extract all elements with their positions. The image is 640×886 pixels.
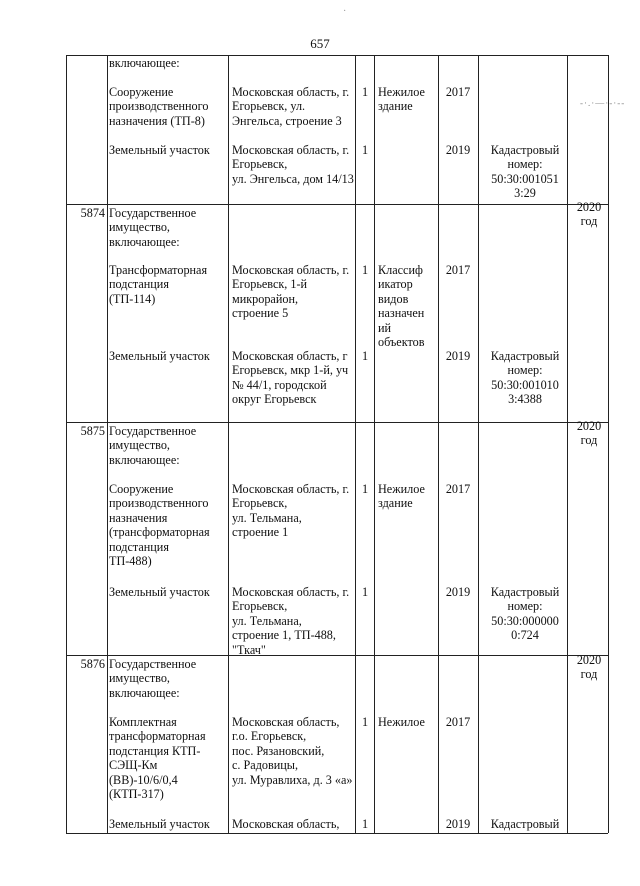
row-5876-item1-type: Нежилое [378, 715, 425, 729]
row0-item2-address: Московская область, г. Егорьевск, ул. Энгельса, дом 14/13 [232, 143, 354, 186]
row-5876-item2-note: Кадастровый [490, 817, 560, 831]
row-5875-item1-qty: 1 [361, 482, 369, 496]
row0-item1-address: Московская область, г. Егорьевск, ул. Энгельса, строение 3 [232, 85, 350, 128]
row-5874-item1-name: Трансформаторная подстанция (ТП-114) [109, 263, 208, 306]
row0-header: включающее: [109, 56, 180, 70]
row-5874-item1-type: Классиф икатор видов назначен ий объектов [378, 263, 425, 350]
row-5874-item2-note: Кадастровый номер: 50:30:001010 3:4388 [490, 349, 560, 407]
row0-item2-note: Кадастровый номер: 50:30:001051 3:29 [490, 143, 560, 201]
margin-scribble: -·.·—·-·-- [580, 98, 626, 108]
row-5874-item2-qty: 1 [361, 349, 369, 363]
row-5876-deadline: 2020 год [576, 653, 602, 682]
row-5876-item1-qty: 1 [361, 715, 369, 729]
row-5874-item2-year: 2019 [445, 349, 471, 363]
row-5875-header: Государственное имущество, включающее: [109, 424, 197, 467]
row-5876-item2-name: Земельный участок [109, 817, 210, 831]
row-5875-item2-address: Московская область, г. Егорьевск, ул. Тельмана, строение 1, ТП-488, "Ткач" [232, 585, 350, 657]
row-5874-item2-name: Земельный участок [109, 349, 210, 363]
row-5874-item1-qty: 1 [361, 263, 369, 277]
row-5875-item1-year: 2017 [445, 482, 471, 496]
row-5876-header: Государственное имущество, включающее: [109, 657, 197, 700]
row0-item1-qty: 1 [361, 85, 369, 99]
row0-item2-qty: 1 [361, 143, 369, 157]
row-5875-item1-name: Сооружение производственного назначения (трансформаторная подстанция ТП-488) [109, 482, 210, 569]
row-5876-item1-year: 2017 [445, 715, 471, 729]
row0-item1-name: Сооружение производственного назначения (ТП-8) [109, 85, 209, 128]
row-5875-item1-type: Нежилое здание [378, 482, 425, 511]
row-5875-item2-qty: 1 [361, 585, 369, 599]
row-5874-item1-year: 2017 [445, 263, 471, 277]
property-table [66, 55, 608, 833]
row-5874-item1-address: Московская область, г. Егорьевск, 1-й микрорайон, строение 5 [232, 263, 350, 321]
row-5874-header: Государственное имущество, включающее: [109, 206, 197, 249]
row-5875-item1-address: Московская область, г. Егорьевск, ул. Тельмана, строение 1 [232, 482, 350, 540]
row0-item1-type: Нежилое здание [378, 85, 425, 114]
row-5876-item2-qty: 1 [361, 817, 369, 831]
row-5875-item2-note: Кадастровый номер: 50:30:000000 0:724 [490, 585, 560, 643]
row0-item1-year: 2017 [445, 85, 471, 99]
row-5876-item1-name: Комплектная трансформаторная подстанция КТП-СЭЩ-Км (ВВ)-10/6/0,4 (КТП-317) [109, 715, 206, 802]
row-5875-item2-name: Земельный участок [109, 585, 210, 599]
row-5876-item2-year: 2019 [445, 817, 471, 831]
row-5874-item2-address: Московская область, г Егорьевск, мкр 1-й, уч № 44/1, городской округ Егорьевск [232, 349, 349, 407]
row-5875-item2-year: 2019 [445, 585, 471, 599]
row-5874-deadline: 2020 год [576, 200, 602, 229]
row-5876-item1-address: Московская область, г.о. Егорьевск, пос. Рязановский, с. Радовицы, ул. Муравлиха, д. 3 «а» [232, 715, 353, 787]
page-number: 657 [310, 36, 330, 51]
row-5875-deadline: 2020 год [576, 419, 602, 448]
row0-item2-name: Земельный участок [109, 143, 210, 157]
row-5876-item2-address: Московская область, [232, 817, 340, 831]
row-5876-number: 5876 [80, 657, 105, 671]
row-5875-number: 5875 [80, 424, 105, 438]
row0-item2-year: 2019 [445, 143, 471, 157]
row-5874-number: 5874 [80, 206, 105, 220]
scan-speck: · [343, 6, 347, 17]
